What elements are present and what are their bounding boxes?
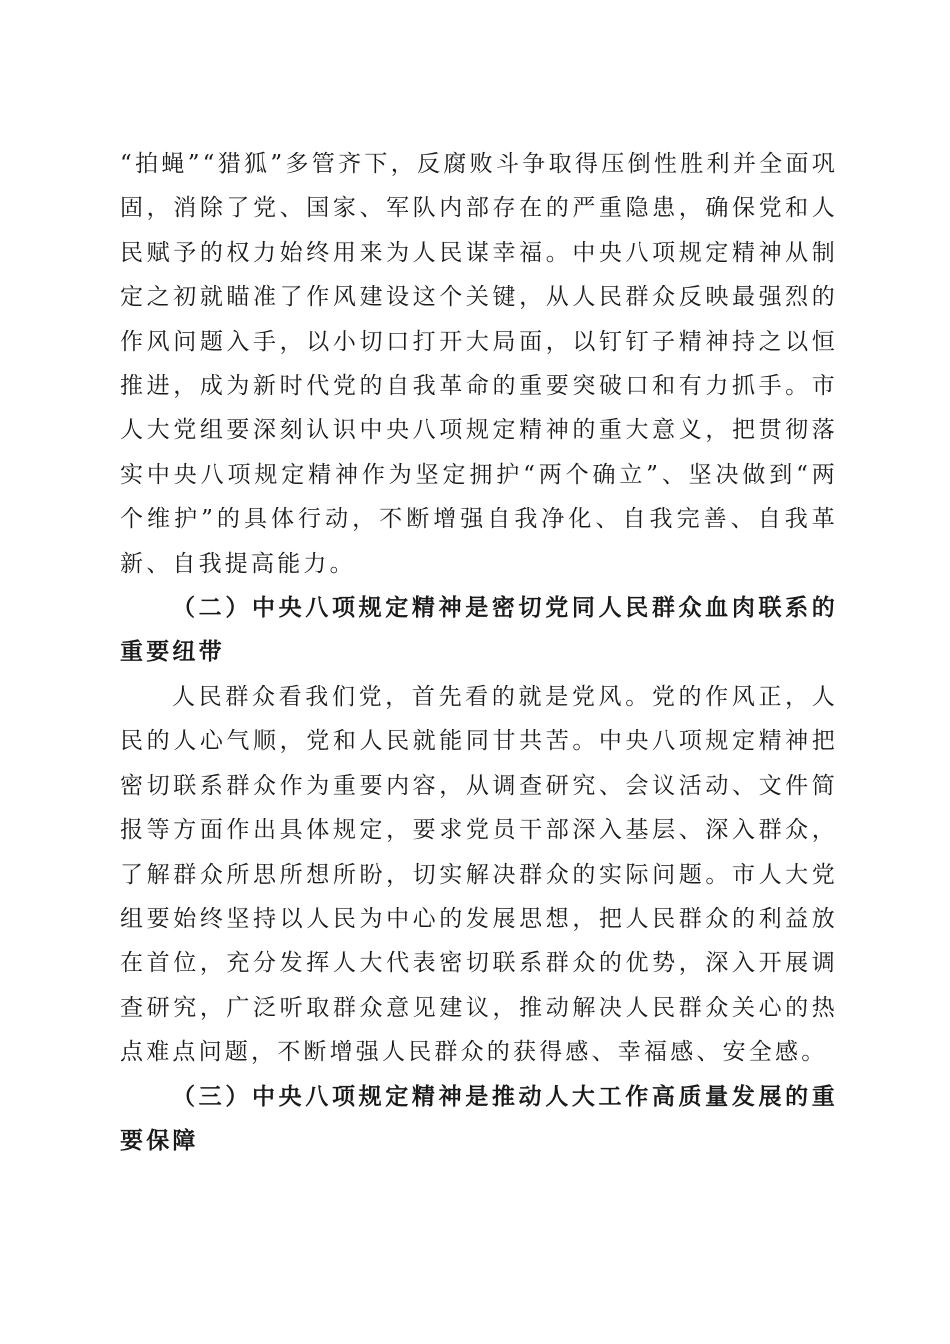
section-heading-3: （三）中央八项规定精神是推动人大工作高质量发展的重要保障 bbox=[120, 1082, 838, 1154]
paragraph-continuation: “拍蝇”“猎狐”多管齐下，反腐败斗争取得压倒性胜利并全面巩固，消除了党、国家、军队内部存在的严重隐患，确保党和人民赋予的权力始终用来为人民谋幸福。中央八项规定精神从制定之初就瞄准了作风建设这个关键，从人民群众反映最强烈的作风问题入手，以小切口打开大局面，以钉钉子精神持之以恒推进，成为新时代党的自我革命的重要突破口和有力抓手。市人大党组要深刻认识中央八项规定精神的重大意义，把贯彻落实中央八项规定精神作为坚定拥护“两个确立”、坚决做到“两个维护”的具体行动，不断增强自我净化、自我完善、自我革新、自我提高能力。 bbox=[120, 151, 838, 577]
paragraph-body: 人民群众看我们党，首先看的就是党风。党的作风正，人民的人心气顺，党和人民就能同甘共苦。中央八项规定精神把密切联系群众作为重要内容，从调查研究、会议活动、文件简报等方面作出具体规定，要求党员干部深入基层、深入群众，了解群众所思所想所盼，切实解决群众的实际问题。市人大党组要始终坚持以人民为中心的发展思想，把人民群众的利益放在首位，充分发挥人大代表密切联系群众的优势，深入开展调查研究，广泛听取群众意见建议，推动解决人民群众关心的热点难点问题，不断增强人民群众的获得感、幸福感、安全感。 bbox=[120, 683, 838, 1066]
section-heading-2: （二）中央八项规定精神是密切党同人民群众血肉联系的重要纽带 bbox=[120, 594, 838, 666]
document-body bbox=[120, 142, 838, 1163]
